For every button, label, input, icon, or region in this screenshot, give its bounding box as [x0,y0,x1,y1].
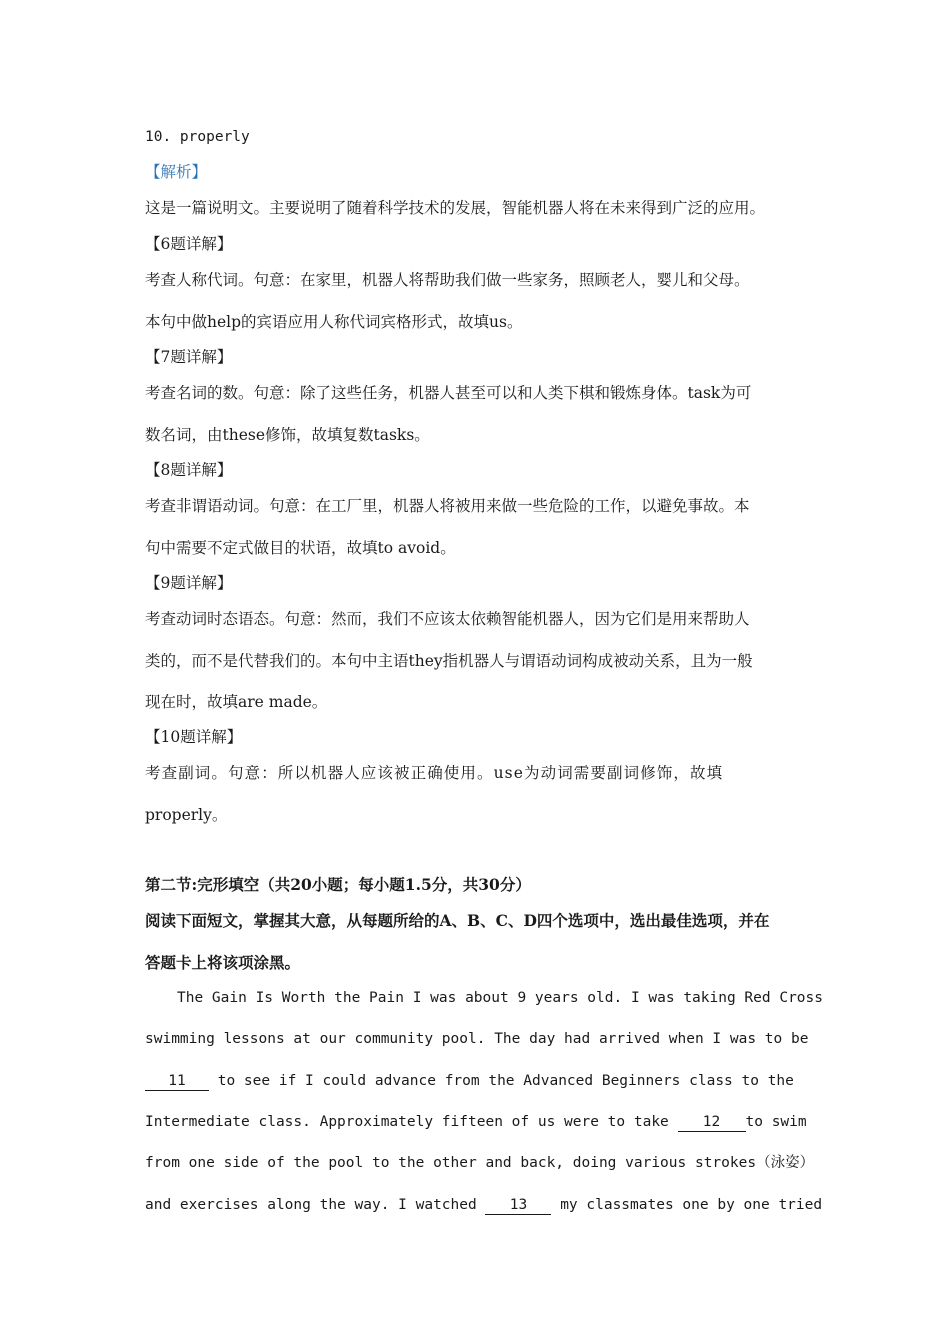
blank-11[interactable]: 11 [145,1072,209,1091]
summary-text: 这是一篇说明文。主要说明了随着科学技术的发展，智能机器人将在未来得到广泛的应用。 [145,199,766,217]
analysis-tag: 【解析】 [145,163,208,181]
passage-line-4: Intermediate class. Approximately fifteen of us were to take 12 to swim [145,1114,807,1130]
item-9-header: 【9题详解】 [145,574,233,592]
item-8-line-1: 考查非谓语动词。句意：在工厂里，机器人将被用来做一些危险的工作，以避免事故。本 [145,497,750,515]
passage-line-5: from one side of the pool to the other and back, doing various strokes（泳姿） [145,1155,815,1171]
item-10-header: 【10题详解】 [145,728,243,746]
item-7-line-2: 数名词，由these修饰，故填复数tasks。 [145,426,430,444]
passage-line-3: 11 to see if I could advance from the Advanced Beginners class to the [145,1070,794,1092]
item-8-header: 【8题详解】 [145,461,233,479]
item-10-line-2: properly。 [145,806,228,824]
item-9-line-3: 现在时，故填are made。 [145,693,328,711]
passage-line-1: The Gain Is Worth the Pain I was about 9 years old. I was taking Red Cross [177,990,824,1006]
section-instruction-2: 答题卡上将该项涂黑。 [145,953,301,972]
blank-13[interactable]: 13 [485,1196,551,1215]
item-6-line-2: 本句中做help的宾语应用人称代词宾格形式，故填us。 [145,313,523,331]
passage-line-2: swimming lessons at our community pool. The day had arrived when I was to be [145,1031,809,1047]
item-9-line-1: 考查动词时态语态。句意：然而，我们不应该太依赖智能机器人，因为它们是用来帮助人 [145,610,750,628]
item-8-line-2: 句中需要不定式做目的状语，故填to avoid。 [145,539,456,557]
item-6-header: 【6题详解】 [145,235,233,253]
item-10-line-1: 考查副词。句意：所以机器人应该被正确使用。use为动词需要副词修饰，故填 [145,764,724,782]
item-7-header: 【7题详解】 [145,348,233,366]
item-6-line-1: 考查人称代词。句意：在家里，机器人将帮助我们做一些家务，照顾老人，婴儿和父母。 [145,271,750,289]
section-title: 第二节:完形填空（共20小题；每小题1.5分，共30分） [145,875,531,894]
answer-line: 10. properly [145,129,250,145]
item-7-line-1: 考查名词的数。句意：除了这些任务，机器人甚至可以和人类下棋和锻炼身体。task为可 [145,384,752,402]
passage-line-6: and exercises along the way. I watched 13 my classmates one by one tried [145,1197,823,1213]
blank-12[interactable]: 12 [678,1113,746,1132]
section-instruction-1: 阅读下面短文，掌握其大意，从每题所给的A、B、C、D四个选项中，选出最佳选项，并在 [145,911,770,930]
item-9-line-2: 类的，而不是代替我们的。本句中主语they指机器人与谓语动词构成被动关系，且为一般 [145,652,753,670]
